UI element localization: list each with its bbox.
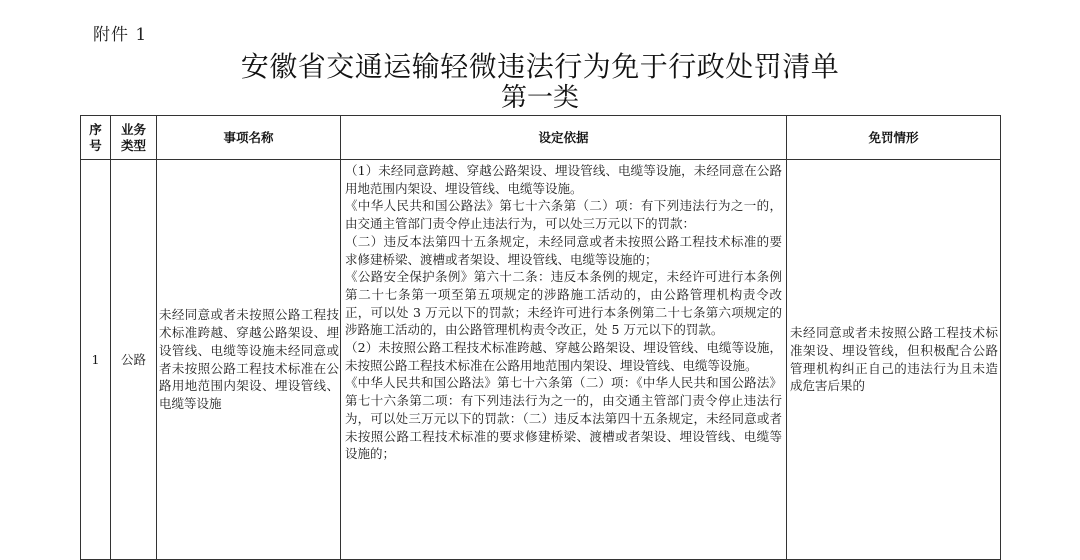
- header-seq-line1: 序: [89, 121, 102, 137]
- table-header-row: [81, 116, 1001, 160]
- row-seq: 1: [81, 160, 111, 560]
- header-type-line1: 业务: [120, 121, 146, 137]
- header-type: [111, 116, 157, 160]
- header-name: 事项名称: [157, 116, 341, 160]
- basis-paragraph: 《中华人民共和国公路法》第七十六条第（二）项：有下列违法行为之一的，由交通主管部门责令停止违法行为，可以处三万元以下的罚款：: [345, 198, 782, 232]
- row-legal-basis: [341, 160, 787, 560]
- basis-paragraph: （1）未经同意跨越、穿越公路架设、埋设管线、电缆等设施，未经同意在公路用地范围内架设、埋设管线、电缆等设施。: [345, 163, 782, 196]
- header-basis: 设定依据: [341, 116, 787, 160]
- header-type-line2: 类型: [120, 137, 146, 153]
- document-title: 安徽省交通运输轻微违法行为免于行政处罚清单: [240, 50, 840, 83]
- basis-paragraph: （2）未按照公路工程技术标准跨越、穿越公路架设、埋设管线、电缆等设施，未按照公路工程技术标准在公路用地范围内架设、埋设管线、电缆等设施。: [345, 340, 782, 373]
- basis-paragraph: 《公路安全保护条例》第六十二条：违反本条例的规定，未经许可进行本条例第二十七条第一项至第五项规定的涉路施工活动的，由公路管理机构责令改正，可以处 3 万元以下的罚款；未经许可进行本条例第二十七条第六项规定的涉路施工活动的，由公路管理机构责令改正，处 5 万元以下的罚款。: [345, 269, 782, 338]
- table-row: [81, 160, 1001, 560]
- penalty-exemption-table: [80, 115, 1001, 560]
- header-exemption: 免罚情形: [787, 116, 1001, 160]
- annex-label: 附件 1: [93, 25, 148, 45]
- row-exemption: 未经同意或者未按照公路工程技术标准架设、埋设管线，但积极配合公路管理机构纠正自己的违法行为且未造成危害后果的: [787, 160, 1001, 560]
- basis-paragraph: 《中华人民共和国公路法》第七十六条第（二）项：《中华人民共和国公路法》第七十六条第二项：有下列违法行为之一的，由交通主管部门责令停止违法行为，可以处三万元以下的罚款：（二）违反本法第四十五条规定，未经同意或者未按照公路工程技术标准的要求修建桥梁、渡槽或者架设、埋设管线、电缆等设施的；: [345, 375, 782, 462]
- row-type: 公路: [111, 160, 157, 560]
- header-seq-line2: 号: [89, 137, 102, 153]
- document-subtitle: 第一类: [500, 83, 579, 113]
- row-item-name: 未经同意或者未按照公路工程技术标准跨越、穿越公路架设、埋设管线、电缆等设施未经同意或者未按照公路工程技术标准在公路用地范围内架设、埋设管线、电缆等设施: [157, 160, 341, 560]
- header-seq: [81, 116, 111, 160]
- basis-paragraph: （二）违反本法第四十五条规定，未经同意或者未按照公路工程技术标准的要求修建桥梁、渡槽或者架设、埋设管线、电缆等设施的；: [345, 233, 782, 267]
